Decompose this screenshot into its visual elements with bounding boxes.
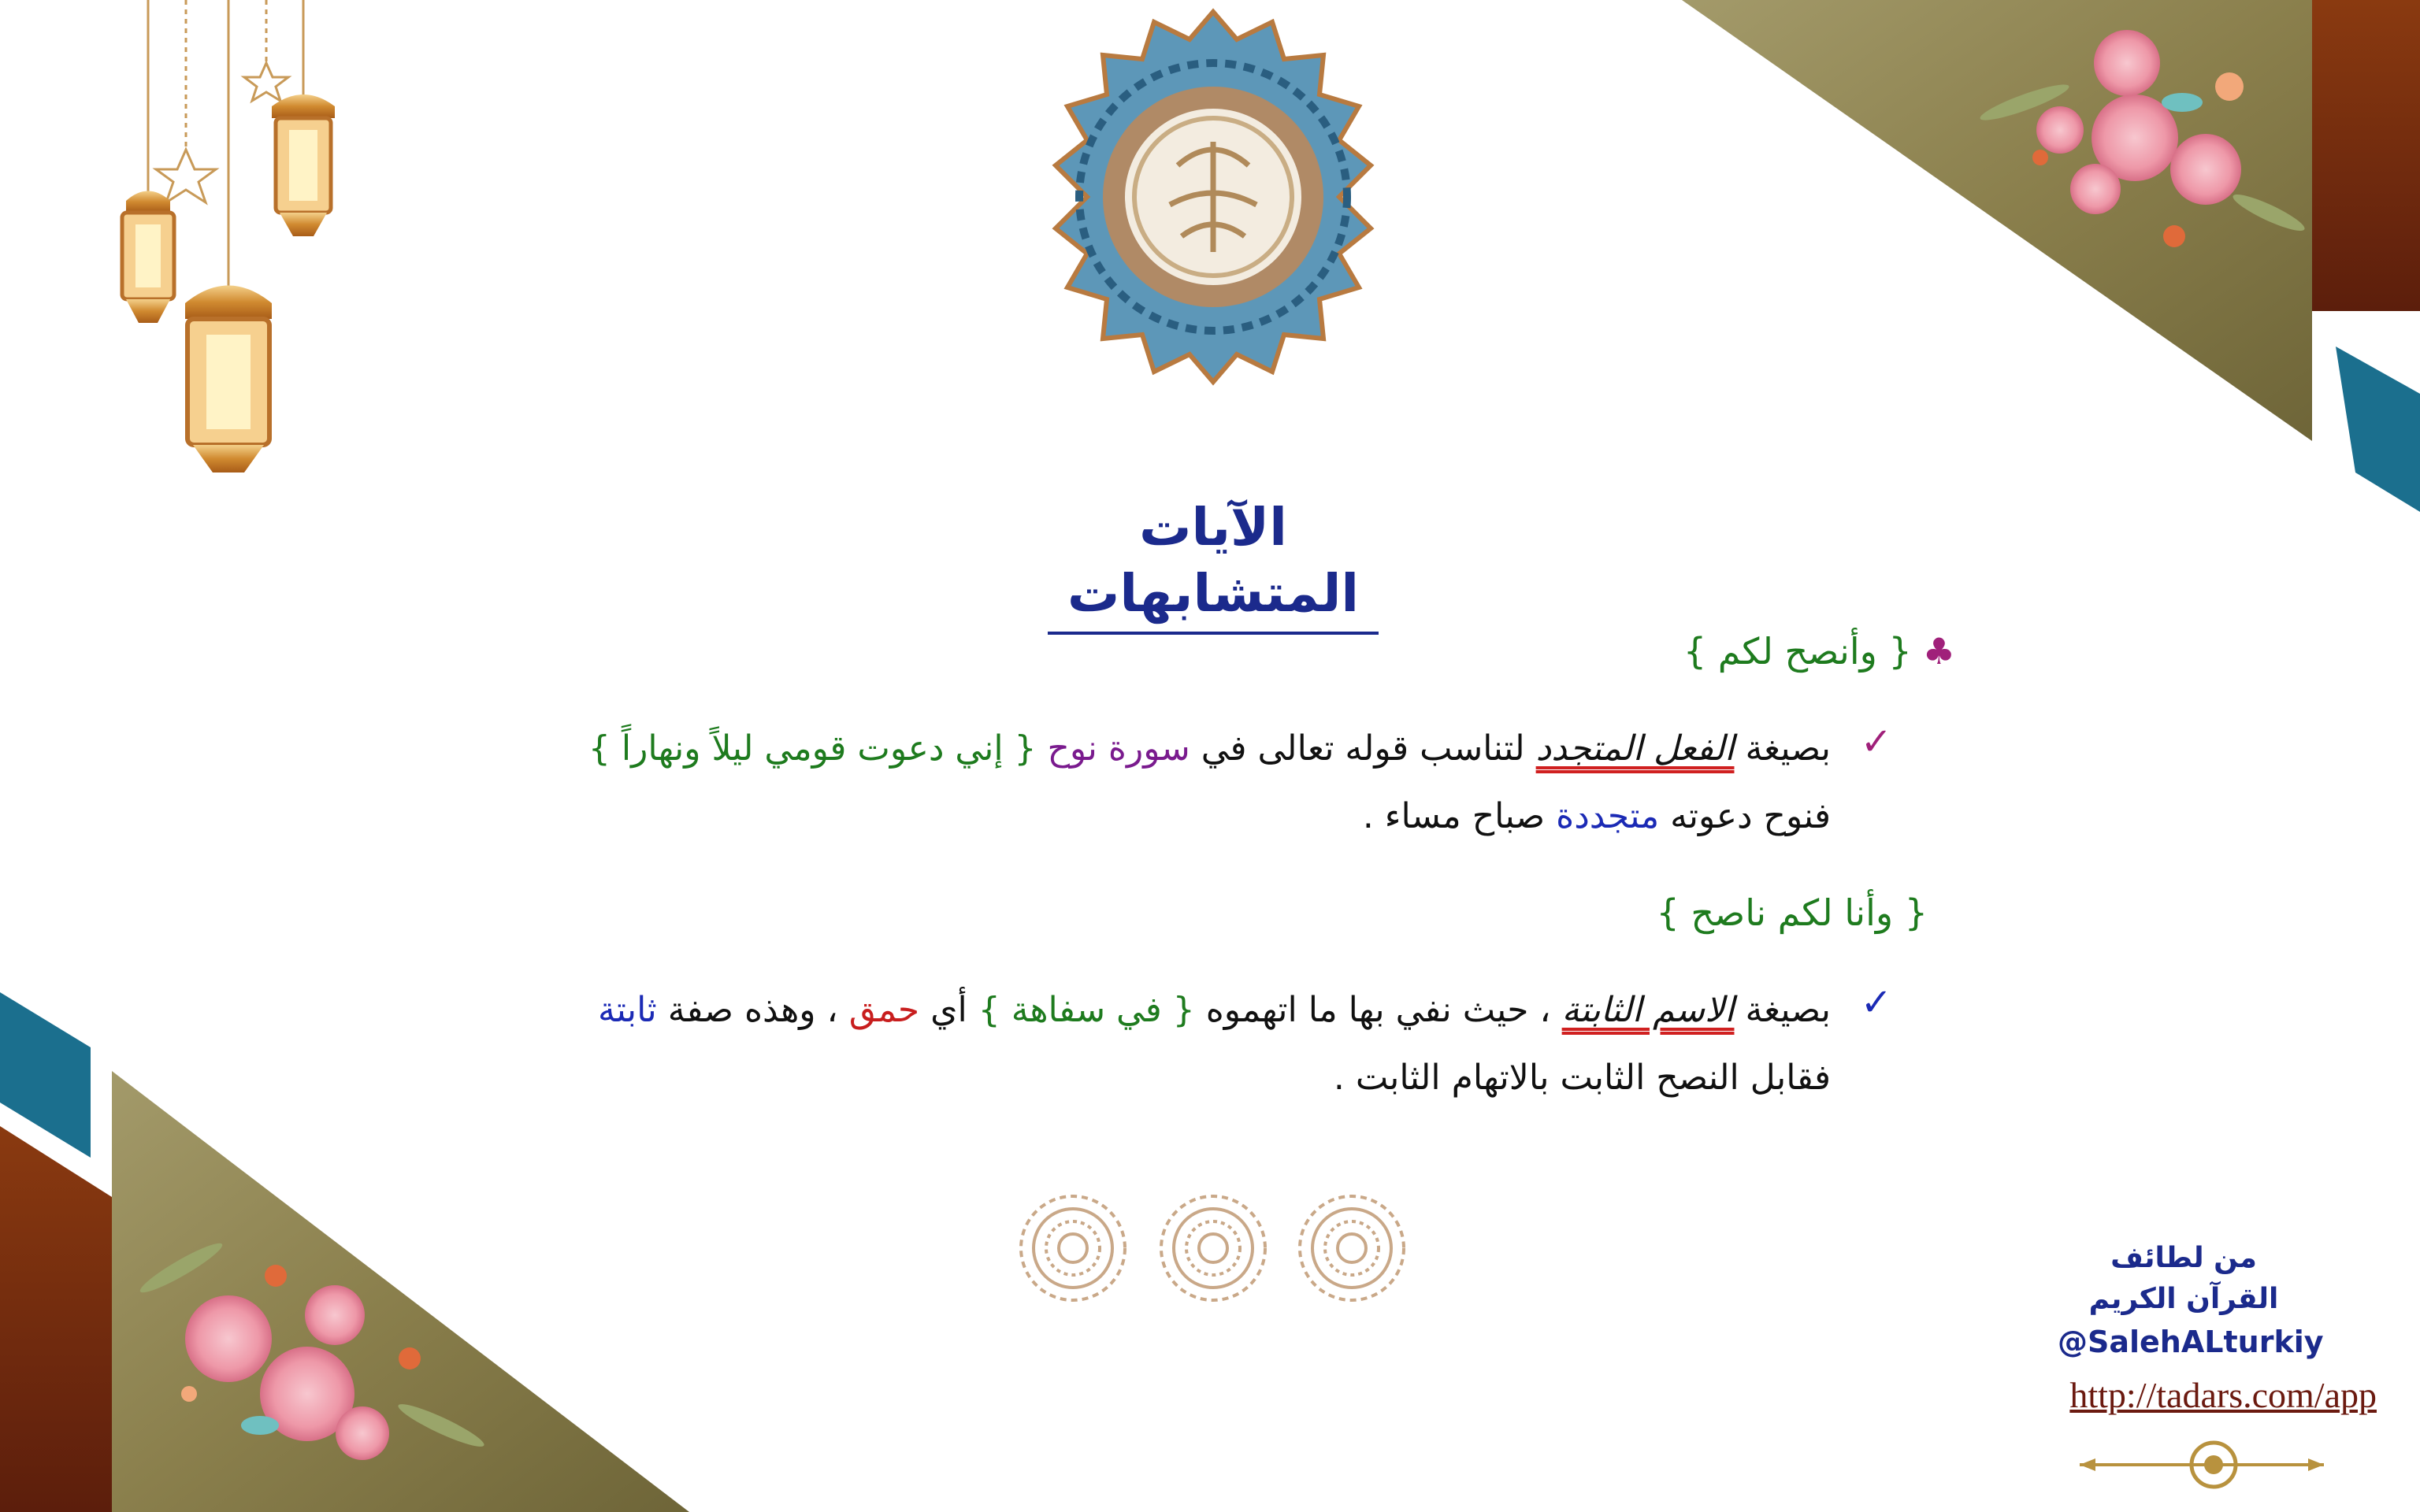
section2-line2: فقابل النصح الثابت بالاتهام الثابت . — [1333, 1058, 1831, 1098]
text-span: لتناسب قوله تعالى في — [1201, 728, 1525, 769]
text-span: صباح مساء . — [1362, 796, 1546, 836]
section1-paragraph — [334, 715, 1831, 850]
club-bullet-icon: ♣ — [1922, 630, 1955, 673]
checkmark-icon: ✓ — [1860, 720, 1892, 764]
surah-reference: سورة نوح — [1047, 728, 1190, 769]
highlight-word: حمق — [848, 990, 920, 1030]
section2-heading: { وأنا لكم ناصح } — [1656, 891, 1928, 934]
section1-heading-text: { وأنصح لكم } — [1683, 630, 1912, 673]
section2-paragraph — [334, 976, 1831, 1112]
text-span: أي — [930, 990, 967, 1030]
verse-quote: { إني دعوت قومي ليلاً ونهاراً } — [588, 728, 1037, 769]
text-span: ، حيث نفي بها ما اتهموه — [1205, 990, 1551, 1030]
text-span: فنوح دعوته — [1670, 796, 1831, 836]
section1-line2 — [334, 783, 1831, 850]
section2-line1 — [334, 976, 1831, 1044]
highlight-word: ثابتة — [597, 990, 657, 1030]
signature-divider-ornament — [2080, 1443, 2324, 1487]
quran-calligraphy-emblem — [1056, 12, 1371, 382]
signature-line2: القرآن الكريم — [2088, 1283, 2279, 1315]
section1-line1 — [334, 715, 1831, 783]
tadars-app-link[interactable]: http://tadars.com/app — [2069, 1375, 2377, 1415]
text-span: ، وهذه صفة — [667, 990, 838, 1030]
top-right-triangle — [1682, 0, 2420, 512]
verse-quote: { في سفاهة } — [978, 990, 1195, 1030]
emphasis-underlined: الفعل المتجدد — [1535, 728, 1735, 769]
text-span: بصيغة — [1745, 728, 1831, 769]
page-title: الآيات المتشابهات — [1048, 495, 1379, 635]
signature-handle: @SalehALturkiy — [2058, 1325, 2324, 1359]
checkmark-icon: ✓ — [1860, 980, 1892, 1025]
signature-line1: من لطائف — [2110, 1242, 2257, 1274]
highlight-word: متجددة — [1556, 796, 1660, 836]
mandala-ornament-icon — [1021, 1196, 1404, 1300]
emphasis-underlined: الاسم الثابتة — [1561, 990, 1735, 1030]
section1-heading — [1683, 630, 1955, 673]
text-span: بصيغة — [1745, 990, 1831, 1030]
